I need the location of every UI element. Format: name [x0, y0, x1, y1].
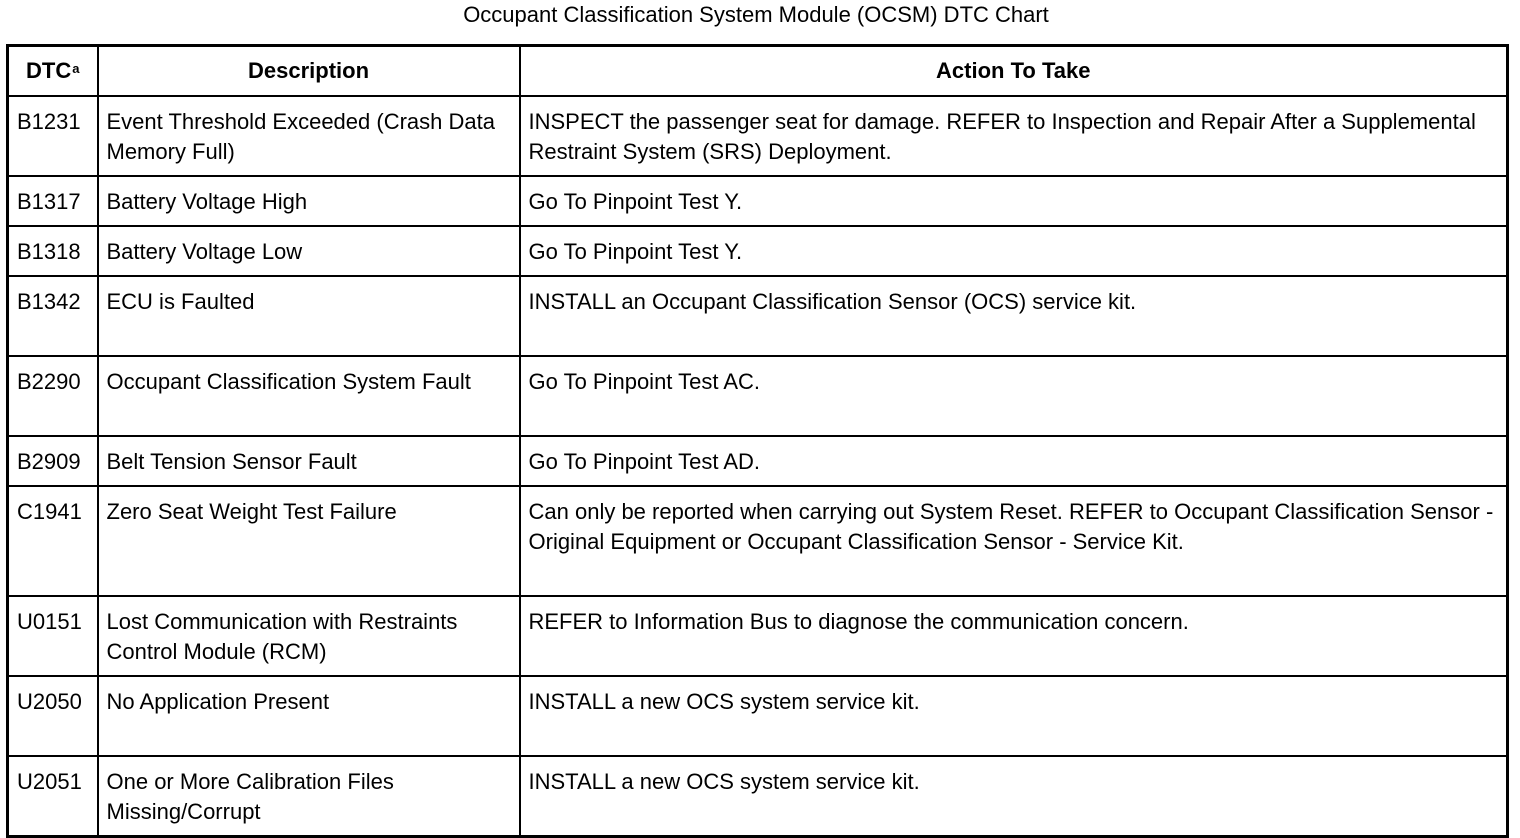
header-action: Action To Take — [520, 46, 1508, 97]
header-dtc-footnote-marker: a — [72, 61, 80, 76]
table-row — [8, 276, 1508, 356]
dtc-description: ECU is Faulted — [98, 276, 520, 356]
table-caption: Occupant Classification System Module (OCSM) DTC Chart — [463, 2, 1049, 27]
dtc-code: U0151 — [8, 596, 98, 676]
dtc-code: B2909 — [8, 436, 98, 486]
dtc-action: INSPECT the passenger seat for damage. REFER to Inspection and Repair After a Supplemental Restraint System (SRS) Deployment. — [520, 96, 1508, 176]
dtc-description: Battery Voltage Low — [98, 226, 520, 276]
header-row — [8, 46, 1508, 97]
dtc-table — [6, 44, 1509, 838]
table-row — [8, 226, 1508, 276]
dtc-description: Lost Communication with Restraints Control Module (RCM) — [98, 596, 520, 676]
table-row — [8, 356, 1508, 436]
dtc-action: Go To Pinpoint Test Y. — [520, 226, 1508, 276]
dtc-action: Go To Pinpoint Test Y. — [520, 176, 1508, 226]
dtc-code: C1941 — [8, 486, 98, 596]
table-row — [8, 96, 1508, 176]
dtc-description: No Application Present — [98, 676, 520, 756]
table-row — [8, 436, 1508, 486]
dtc-code: B1318 — [8, 226, 98, 276]
dtc-action: INSTALL a new OCS system service kit. — [520, 756, 1508, 837]
table-row — [8, 756, 1508, 837]
dtc-description: Battery Voltage High — [98, 176, 520, 226]
dtc-action: Can only be reported when carrying out System Reset. REFER to Occupant Classification Sensor - Original Equipment or Occupant Classification Sensor - Service Kit. — [520, 486, 1508, 596]
dtc-action: INSTALL an Occupant Classification Sensor (OCS) service kit. — [520, 276, 1508, 356]
dtc-code: B1231 — [8, 96, 98, 176]
dtc-code: U2050 — [8, 676, 98, 756]
dtc-code: U2051 — [8, 756, 98, 837]
table-row — [8, 176, 1508, 226]
table-row — [8, 676, 1508, 756]
table-row — [8, 596, 1508, 676]
header-dtc-label: DTC — [26, 58, 72, 83]
table-row — [8, 486, 1508, 596]
dtc-action: Go To Pinpoint Test AD. — [520, 436, 1508, 486]
dtc-code: B2290 — [8, 356, 98, 436]
dtc-description: Event Threshold Exceeded (Crash Data Memory Full) — [98, 96, 520, 176]
dtc-description: Zero Seat Weight Test Failure — [98, 486, 520, 596]
dtc-description: One or More Calibration Files Missing/Corrupt — [98, 756, 520, 837]
header-description: Description — [98, 46, 520, 97]
dtc-action: INSTALL a new OCS system service kit. — [520, 676, 1508, 756]
dtc-action: Go To Pinpoint Test AC. — [520, 356, 1508, 436]
dtc-action: REFER to Information Bus to diagnose the communication concern. — [520, 596, 1508, 676]
header-dtc — [8, 46, 98, 97]
dtc-description: Occupant Classification System Fault — [98, 356, 520, 436]
dtc-description: Belt Tension Sensor Fault — [98, 436, 520, 486]
dtc-code: B1317 — [8, 176, 98, 226]
dtc-code: B1342 — [8, 276, 98, 356]
